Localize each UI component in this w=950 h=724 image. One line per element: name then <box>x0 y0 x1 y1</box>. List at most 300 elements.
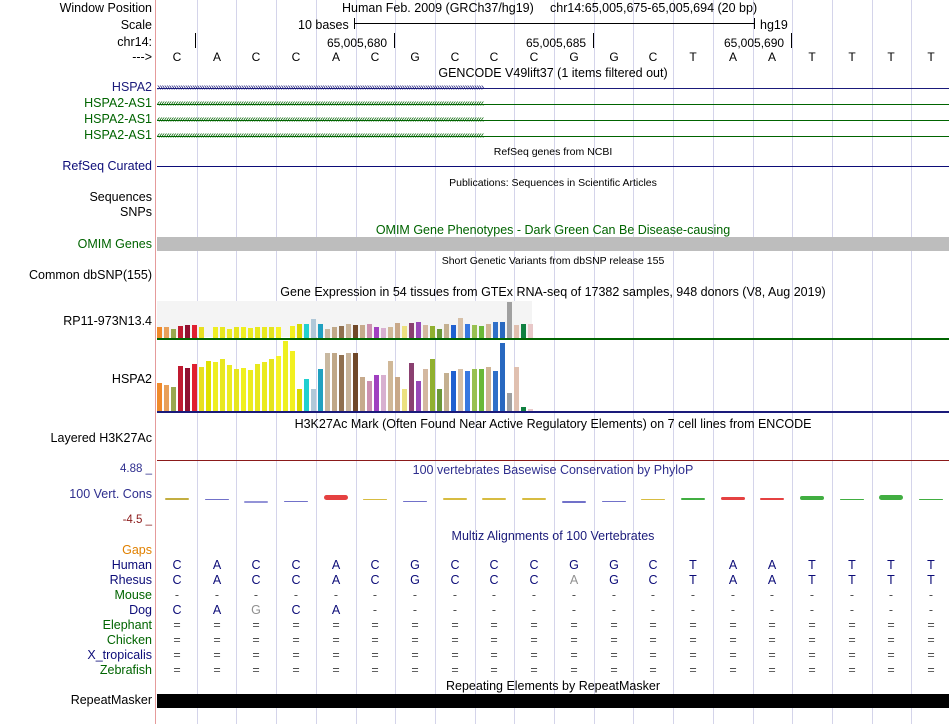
alignment-base: T <box>808 558 816 572</box>
gtex-bar[interactable] <box>339 355 344 411</box>
gtex-bar[interactable] <box>486 367 491 411</box>
alignment-base: - <box>372 603 378 617</box>
alignment-base: - <box>849 588 855 602</box>
alignment-base: = <box>490 663 498 677</box>
repeatmasker-title: Repeating Elements by RepeatMasker <box>445 679 660 693</box>
gtex-bar[interactable] <box>444 373 449 411</box>
gtex-bar[interactable] <box>465 324 470 338</box>
ruler-base: T <box>848 50 856 64</box>
gtex-bar[interactable] <box>276 356 281 411</box>
species-label[interactable]: Human <box>111 558 152 572</box>
alignment-base: - <box>888 603 894 617</box>
ruler-tick <box>593 33 594 48</box>
alignment-base: = <box>451 663 459 677</box>
cons-glyph[interactable] <box>681 498 705 500</box>
alignment-base: - <box>571 588 577 602</box>
gtex-bar[interactable] <box>234 327 239 338</box>
ruler-base: C <box>648 50 658 64</box>
alignment-base: = <box>292 618 300 632</box>
alignment-base: - <box>611 588 617 602</box>
alignment-base: - <box>769 588 775 602</box>
h3k27ac-baseline <box>157 460 949 461</box>
cons-glyph[interactable] <box>443 498 467 500</box>
gtex-bar[interactable] <box>430 359 435 411</box>
alignment-base: = <box>729 648 737 662</box>
cons-glyph[interactable] <box>641 499 665 500</box>
alignment-base: = <box>768 618 776 632</box>
gtex-bar[interactable] <box>192 325 197 338</box>
gene-label[interactable]: HSPA2-AS1 <box>84 96 152 110</box>
repeatmasker-label[interactable]: RepeatMasker <box>70 693 152 707</box>
alignment-base: C <box>291 603 301 617</box>
gtex-bar[interactable] <box>409 323 414 338</box>
cons-glyph[interactable] <box>800 496 824 500</box>
cons-glyph[interactable] <box>244 501 268 503</box>
alignment-base: = <box>570 648 578 662</box>
ruler-base: A <box>331 50 340 64</box>
gtex-title: Gene Expression in 54 tissues from GTEx RNA-seq of 17382 samples, 948 donors (V8, Aug 2019) <box>280 285 826 299</box>
alignment-base: = <box>332 618 340 632</box>
gtex-bar[interactable] <box>402 389 407 411</box>
gtex-bar[interactable] <box>416 322 421 338</box>
gtex-bar[interactable] <box>199 327 204 338</box>
gtex-bar[interactable] <box>500 322 505 338</box>
gtex-bar[interactable] <box>458 369 463 411</box>
alignment-base: = <box>451 633 459 647</box>
gtex-bar[interactable] <box>255 327 260 338</box>
gtex-bar[interactable] <box>493 371 498 411</box>
species-label[interactable]: Dog <box>129 603 152 617</box>
cons-glyph[interactable] <box>324 495 348 500</box>
alignment-base: = <box>649 633 657 647</box>
species-label[interactable]: Rhesus <box>109 573 152 587</box>
omim-bar[interactable] <box>157 237 949 251</box>
alignment-base: C <box>172 603 182 617</box>
gtex-bar[interactable] <box>360 325 365 338</box>
alignment-base: = <box>173 618 181 632</box>
cons-glyph[interactable] <box>205 499 229 500</box>
alignment-base: = <box>252 618 260 632</box>
alignment-base: = <box>371 633 379 647</box>
cons-glyph[interactable] <box>522 498 546 500</box>
gtex-bar[interactable] <box>381 328 386 338</box>
gtex-bar[interactable] <box>514 325 519 338</box>
cons-glyph[interactable] <box>482 498 506 500</box>
alignment-base: = <box>927 648 935 662</box>
strand-label[interactable]: ---> <box>132 50 152 64</box>
alignment-base: A <box>728 558 738 572</box>
cons-glyph[interactable] <box>760 498 784 500</box>
alignment-base: - <box>690 588 696 602</box>
dbsnp-label[interactable]: Common dbSNP(155) <box>29 268 152 282</box>
alignment-base: - <box>293 588 299 602</box>
alignment-base: G <box>609 573 619 587</box>
alignment-base: - <box>928 588 934 602</box>
gtex-bar[interactable] <box>297 324 302 338</box>
alignment-base: - <box>611 603 617 617</box>
alignment-base: C <box>648 573 658 587</box>
gtex-bar[interactable] <box>185 368 190 411</box>
cons-title: 100 vertebrates Basewise Conservation by PhyloP <box>412 463 694 477</box>
gtex-bar[interactable] <box>458 318 463 338</box>
alignment-base: = <box>332 633 340 647</box>
alignment-base: G <box>569 558 579 572</box>
alignment-base: = <box>213 633 221 647</box>
gtex-bar[interactable] <box>171 387 176 411</box>
refseq-label[interactable]: RefSeq Curated <box>62 159 152 173</box>
gtex-bar[interactable] <box>486 324 491 338</box>
gtex-bar[interactable] <box>227 365 232 411</box>
alignment-base: = <box>411 663 419 677</box>
h3k27ac-title: H3K27Ac Mark (Often Found Near Active Regulatory Elements) on 7 cell lines from ENCODE <box>294 417 812 431</box>
alignment-base: = <box>411 618 419 632</box>
gtex-bar[interactable] <box>157 327 162 338</box>
alignment-base: - <box>174 588 180 602</box>
strand-arrows: ›››››››››››››››››››››››››››››››››››››››››››››››››››››››››››››››››››››››››››››››››››››››››››››››››››››››››››››››››››››››››››››››››››››››››››› <box>157 82 484 93</box>
gtex-bar[interactable] <box>297 389 302 411</box>
gtex-bar[interactable] <box>451 371 456 411</box>
position-text: chr14:65,005,675-65,005,694 (20 bp) <box>550 1 758 15</box>
window-position-label: Window Position <box>59 1 152 15</box>
ruler-base: A <box>767 50 776 64</box>
alignment-base: = <box>887 633 895 647</box>
alignment-base: - <box>491 603 497 617</box>
repeatmasker-bar[interactable] <box>157 694 949 708</box>
alignment-base: C <box>251 558 261 572</box>
gtex-bar[interactable] <box>374 375 379 411</box>
alignment-base: T <box>927 573 935 587</box>
gtex-bar[interactable] <box>325 353 330 411</box>
gtex-bar[interactable] <box>381 375 386 411</box>
cons-ymax: 4.88 _ <box>120 463 152 475</box>
alignment-base: = <box>530 648 538 662</box>
gtex-bar[interactable] <box>220 327 225 338</box>
alignment-base: = <box>649 618 657 632</box>
gtex-bar[interactable] <box>507 393 512 411</box>
ruler-base: C <box>529 50 539 64</box>
gtex-bar[interactable] <box>262 327 267 338</box>
alignment-base: - <box>372 588 378 602</box>
gtex-bar[interactable] <box>346 353 351 411</box>
alignment-base: = <box>768 663 776 677</box>
h3k27ac-label[interactable]: Layered H3K27Ac <box>50 431 152 445</box>
gtex-bar[interactable] <box>423 325 428 338</box>
cons-glyph[interactable] <box>840 499 864 500</box>
gene-label[interactable]: HSPA2 <box>111 80 152 94</box>
gtex-bar[interactable] <box>248 328 253 338</box>
scale-text: 10 bases <box>298 18 349 32</box>
cons-glyph[interactable] <box>602 501 626 502</box>
omim-label[interactable]: OMIM Genes <box>77 237 152 251</box>
gtex-bar[interactable] <box>311 389 316 411</box>
alignment-base: A <box>212 558 222 572</box>
gtex-bar[interactable] <box>346 324 351 338</box>
gtex-bar[interactable] <box>430 326 435 338</box>
alignment-base: = <box>848 648 856 662</box>
alignment-base: = <box>689 663 697 677</box>
ruler-base: C <box>251 50 261 64</box>
alignment-base: - <box>730 588 736 602</box>
alignment-base: T <box>848 573 856 587</box>
gtex-bar[interactable] <box>395 323 400 338</box>
alignment-base: = <box>252 663 260 677</box>
alignment-base: = <box>610 648 618 662</box>
gtex-bar[interactable] <box>332 327 337 338</box>
alignment-base: = <box>371 618 379 632</box>
alignment-base: = <box>887 648 895 662</box>
gtex-bar[interactable] <box>255 364 260 411</box>
gtex-bar[interactable] <box>423 369 428 411</box>
ruler-base: C <box>172 50 182 64</box>
alignment-base: C <box>450 573 460 587</box>
gtex-bar[interactable] <box>311 319 316 338</box>
gtex-bar[interactable] <box>171 329 176 338</box>
gtex-bar[interactable] <box>276 327 281 338</box>
alignment-base: = <box>689 648 697 662</box>
gtex-bar[interactable] <box>465 371 470 411</box>
gtex-bar[interactable] <box>241 327 246 338</box>
gtex-bar[interactable] <box>388 361 393 411</box>
alignment-base: C <box>450 558 460 572</box>
gtex-bar[interactable] <box>192 364 197 411</box>
alignment-base: C <box>291 573 301 587</box>
dbsnp-title: Short Genetic Variants from dbSNP release 155 <box>441 255 665 267</box>
alignment-base: = <box>768 648 776 662</box>
alignment-base: = <box>570 633 578 647</box>
gtex-bar[interactable] <box>500 343 505 411</box>
alignment-base: - <box>452 603 458 617</box>
alignment-base: = <box>887 663 895 677</box>
alignment-base: = <box>173 633 181 647</box>
alignment-base: A <box>212 603 222 617</box>
gtex-bar[interactable] <box>388 327 393 338</box>
gtex-bar[interactable] <box>339 326 344 338</box>
alignment-base: C <box>291 558 301 572</box>
gtex-bar[interactable] <box>213 362 218 411</box>
scale-bar <box>354 23 754 24</box>
gtex-bar[interactable] <box>248 370 253 411</box>
species-label[interactable]: Gaps <box>122 543 152 557</box>
ruler-base: T <box>689 50 697 64</box>
alignment-base: = <box>887 618 895 632</box>
refseq-title: RefSeq genes from NCBI <box>493 146 613 158</box>
ruler-base: T <box>808 50 816 64</box>
gtex-bar[interactable] <box>164 385 169 411</box>
gene-label[interactable]: HSPA2-AS1 <box>84 112 152 126</box>
ruler-base: C <box>370 50 380 64</box>
alignment-base: C <box>370 558 380 572</box>
alignment-base: - <box>888 588 894 602</box>
gtex-bar[interactable] <box>304 379 309 411</box>
species-label[interactable]: Chicken <box>106 633 152 647</box>
scale-bar-right-cap <box>754 18 755 29</box>
ruler-base: A <box>212 50 221 64</box>
alignment-base: - <box>690 603 696 617</box>
alignment-base: - <box>253 588 259 602</box>
alignment-base: A <box>767 573 777 587</box>
gtex-bar[interactable] <box>234 369 239 411</box>
alignment-base: - <box>412 588 418 602</box>
gtex-bar[interactable] <box>241 368 246 411</box>
alignment-base: - <box>769 603 775 617</box>
gtex-bar[interactable] <box>472 325 477 338</box>
assembly-text: Human Feb. 2009 (GRCh37/hg19) <box>342 1 534 15</box>
ruler-tick <box>791 33 792 48</box>
species-label[interactable]: Mouse <box>114 588 152 602</box>
gtex-bar[interactable] <box>318 324 323 338</box>
alignment-base: G <box>410 558 420 572</box>
alignment-base: A <box>331 573 341 587</box>
cons-glyph[interactable] <box>165 498 189 500</box>
gene-label[interactable]: HSPA2-AS1 <box>84 128 152 142</box>
alignment-base: = <box>292 633 300 647</box>
sequences-label[interactable]: Sequences <box>89 190 152 204</box>
alignment-base: = <box>729 633 737 647</box>
cons-glyph[interactable] <box>562 501 586 503</box>
alignment-base: = <box>252 648 260 662</box>
alignment-base: = <box>610 663 618 677</box>
alignment-base: = <box>451 648 459 662</box>
gtex-bar[interactable] <box>220 359 225 411</box>
alignment-base: - <box>214 588 220 602</box>
alignment-base: = <box>173 648 181 662</box>
gtex-bar[interactable] <box>325 329 330 338</box>
gtex-bar[interactable] <box>290 351 295 411</box>
alignment-base: = <box>927 618 935 632</box>
gtex-bar[interactable] <box>178 366 183 411</box>
gtex-bar[interactable] <box>409 363 414 411</box>
ruler-tick <box>394 33 395 48</box>
alignment-base: - <box>571 603 577 617</box>
strand-arrows: ‹‹‹‹‹‹‹‹‹‹‹‹‹‹‹‹‹‹‹‹‹‹‹‹‹‹‹‹‹‹‹‹‹‹‹‹‹‹‹‹‹‹‹‹‹‹‹‹‹‹‹‹‹‹‹‹‹‹‹‹‹‹‹‹‹‹‹‹‹‹‹‹‹‹‹‹‹‹‹‹‹‹‹‹‹‹‹‹‹‹‹‹‹‹‹‹‹‹‹‹‹‹‹‹‹‹‹‹‹‹‹‹‹‹‹‹‹‹‹‹‹‹‹‹‹‹‹‹‹‹‹‹‹‹‹‹‹‹‹‹ <box>157 130 484 141</box>
alignment-base: = <box>768 633 776 647</box>
gtex-bar[interactable] <box>199 367 204 411</box>
cons-glyph[interactable] <box>879 495 903 500</box>
gtex-bar[interactable] <box>213 327 218 338</box>
gtex-bar[interactable] <box>451 325 456 338</box>
gtex-bar[interactable] <box>185 325 190 338</box>
alignment-base: C <box>489 573 499 587</box>
alignment-base: = <box>689 633 697 647</box>
ruler-base: G <box>569 50 579 64</box>
alignment-base: - <box>650 588 656 602</box>
gtex-bar[interactable] <box>395 377 400 411</box>
alignment-base: = <box>371 663 379 677</box>
strand-arrows: ‹‹‹‹‹‹‹‹‹‹‹‹‹‹‹‹‹‹‹‹‹‹‹‹‹‹‹‹‹‹‹‹‹‹‹‹‹‹‹‹‹‹‹‹‹‹‹‹‹‹‹‹‹‹‹‹‹‹‹‹‹‹‹‹‹‹‹‹‹‹‹‹‹‹‹‹‹‹‹‹‹‹‹‹‹‹‹‹‹‹‹‹‹‹‹‹‹‹‹‹‹‹‹‹‹‹‹‹‹‹‹‹‹‹‹‹‹‹‹‹‹‹‹‹‹‹‹‹‹‹‹‹‹‹‹‹‹‹‹‹ <box>157 98 484 109</box>
alignment-base: = <box>570 618 578 632</box>
gtex-bar[interactable] <box>164 327 169 338</box>
gtex-bar[interactable] <box>157 383 162 411</box>
alignment-base: - <box>730 603 736 617</box>
ruler-tick-label: 65,005,680 <box>327 36 388 50</box>
alignment-base: - <box>809 588 815 602</box>
alignment-base: C <box>529 573 539 587</box>
cons-glyph[interactable] <box>363 499 387 500</box>
alignment-base: = <box>332 648 340 662</box>
alignment-base: = <box>490 648 498 662</box>
db-text: hg19 <box>760 18 788 32</box>
gtex-bar[interactable] <box>206 361 211 411</box>
refseq-line[interactable] <box>157 166 949 167</box>
gencode-title: GENCODE V49lift37 (1 items filtered out) <box>438 66 668 80</box>
gtex-bar[interactable] <box>479 369 484 411</box>
gtex-bar[interactable] <box>493 322 498 338</box>
gtex-bar[interactable] <box>318 369 323 411</box>
gtex-bar[interactable] <box>437 389 442 411</box>
gtex-bar[interactable] <box>262 362 267 411</box>
gtex-bar[interactable] <box>332 353 337 411</box>
snps-label[interactable]: SNPs <box>120 205 152 219</box>
gtex-bar[interactable] <box>528 324 533 338</box>
ruler-base: T <box>927 50 935 64</box>
gtex-bar[interactable] <box>290 326 295 338</box>
gtex-bar[interactable] <box>437 329 442 338</box>
cons-glyph[interactable] <box>919 499 943 500</box>
gtex-bar[interactable] <box>521 324 526 338</box>
gtex-bar[interactable] <box>227 329 232 338</box>
alignment-base: C <box>529 558 539 572</box>
gtex-bar[interactable] <box>444 324 449 338</box>
chrom-label: chr14: <box>117 35 152 49</box>
alignment-base: T <box>887 573 895 587</box>
cons-label[interactable]: 100 Vert. Cons <box>69 487 152 501</box>
gtex-bar[interactable] <box>507 302 512 338</box>
gtex-bar[interactable] <box>472 369 477 411</box>
gtex-gene-label[interactable]: HSPA2 <box>111 372 152 386</box>
cons-glyph[interactable] <box>284 501 308 502</box>
gtex-bar[interactable] <box>416 381 421 411</box>
alignment-base: - <box>531 603 537 617</box>
gtex-bar[interactable] <box>479 326 484 338</box>
gtex-bar[interactable] <box>374 327 379 338</box>
species-label[interactable]: Zebrafish <box>99 663 152 677</box>
gtex-bar[interactable] <box>353 325 358 338</box>
gtex-bar[interactable] <box>269 327 274 338</box>
alignment-base: - <box>809 603 815 617</box>
gtex-bar[interactable] <box>178 326 183 338</box>
species-label[interactable]: X_tropicalis <box>87 648 152 662</box>
gtex-bar[interactable] <box>269 359 274 411</box>
alignment-base: C <box>370 573 380 587</box>
gtex-bar[interactable] <box>367 381 372 411</box>
ruler-base: T <box>887 50 895 64</box>
gtex-bar[interactable] <box>353 353 358 411</box>
alignment-base: = <box>808 663 816 677</box>
gtex-bar[interactable] <box>514 367 519 411</box>
alignment-base: A <box>767 558 777 572</box>
alignment-base: = <box>173 663 181 677</box>
gtex-bar[interactable] <box>360 377 365 411</box>
alignment-base: = <box>848 633 856 647</box>
alignment-base: = <box>808 648 816 662</box>
alignment-base: T <box>848 558 856 572</box>
species-label[interactable]: Elephant <box>102 618 152 632</box>
alignment-base: T <box>927 558 935 572</box>
alignment-base: = <box>729 663 737 677</box>
cons-glyph[interactable] <box>403 501 427 502</box>
scale-label: Scale <box>120 18 152 32</box>
cons-glyph[interactable] <box>721 497 745 500</box>
gtex-bar[interactable] <box>283 341 288 411</box>
alignment-base: = <box>610 618 618 632</box>
label-divider <box>155 0 156 724</box>
gtex-bar[interactable] <box>367 324 372 338</box>
gtex-bar[interactable] <box>304 324 309 338</box>
alignment-base: = <box>451 618 459 632</box>
alignment-base: C <box>648 558 658 572</box>
gtex-bar[interactable] <box>402 326 407 338</box>
gtex-gene-label[interactable]: RP11-973N13.4 <box>63 314 152 328</box>
